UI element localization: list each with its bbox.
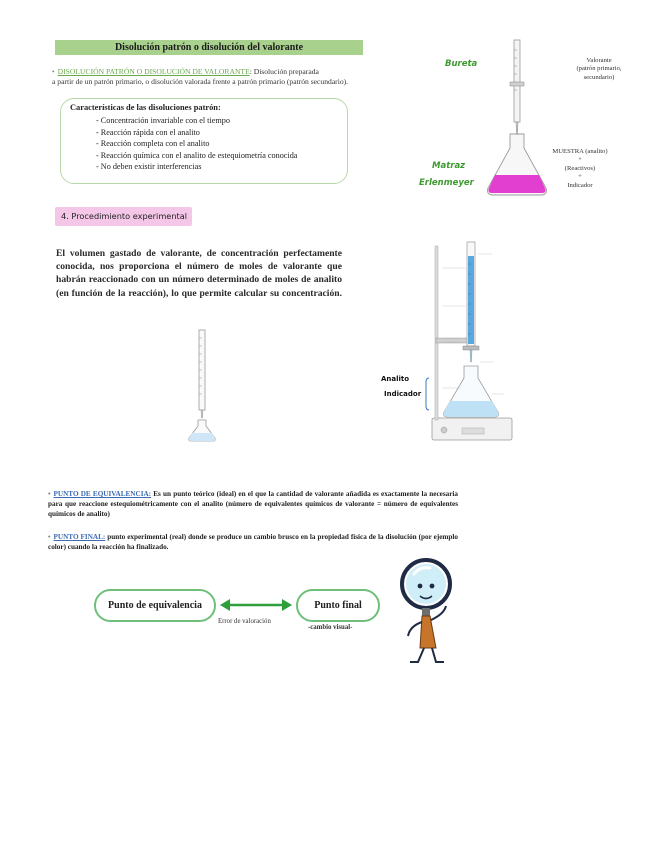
bullet-marker: • [48,533,51,541]
note-line: + [578,156,582,164]
analito-label: Analito [381,375,410,383]
erlenmeyer-label: Erlenmeyer [419,178,474,188]
definition-line-2: a partir de un patrón primario, o disolución valorada frente a patrón primario (patrón secundario). [52,77,349,86]
list-item: - Reacción rápida con el analito [96,127,297,139]
final-point-bullet [48,532,458,552]
final-point-pill: Punto final [296,589,380,622]
list-item: - Reacción química con el analito de estequiometría conocida [96,150,297,162]
small-burette-illustration [186,328,220,444]
bullet-text: punto experimental (real) donde se produce un cambio brusco en la propiedad física de la disolución (por ejemplo color) cuando la reacción ha finalizado. [48,533,458,551]
matraz-label: Matraz [432,161,466,171]
definition-line-1: : Disolución preparada [249,67,319,76]
note-line: + [578,173,582,181]
section-4-heading: 4. Procedimiento experimental [55,207,192,226]
bureta-label: Bureta [445,59,478,69]
titration-apparatus-illustration [422,238,522,446]
list-item: - Reacción completa con el analito [96,138,297,150]
muestra-note [540,148,620,190]
note-line: secundario) [583,73,615,81]
double-arrow-icon [220,597,292,613]
note-line: Valorante [586,57,612,64]
list-item: - No deben existir interferencias [96,161,297,173]
magnifier-character-icon [392,556,462,668]
error-label: Error de valoración [218,618,271,625]
characteristics-title: Características de las disoluciones patrón: [70,103,221,112]
characteristics-list [96,115,297,173]
valorante-note [563,57,635,82]
note-line: (Reactivos) [564,164,596,172]
note-line: Indicador [567,181,593,189]
note-line: (patrón primario, [576,65,622,73]
bullet-text: Es un punto teórico (ideal) en el que la cantidad de valorante añadida es exactamente la necesaria para que reaccione estequiométricamente con el analito (número de equivalentes químicos de valorante = número de equivalentes químicos de analito) [48,490,459,518]
bullet-term: PUNTO DE EQUIVALENCIA: [53,490,152,498]
bullet-term: PUNTO FINAL: [53,533,106,541]
bullet-marker: • [48,490,51,498]
indicador-label: Indicador [384,390,422,398]
list-item: - Concentración invariable con el tiempo [96,115,297,127]
equivalence-point-pill: Punto de equivalencia [94,589,216,622]
definition-term: DISOLUCIÓN PATRÓN O DISOLUCIÓN DE VALORANTE [57,67,250,76]
note-line: MUESTRA (analito) [552,148,608,155]
definition-text [52,67,382,87]
equivalence-point-bullet [48,489,458,519]
bullet-marker: • [52,67,55,76]
procedure-paragraph: El volumen gastado de valorante, de concentración perfectamente conocida, nos proporciona el número de moles de valorante que habrán reaccionado con un número determinado de moles de analito (en función de la reacción), lo que permite calcular su concentración. [56,248,342,299]
visual-change-label: -cambio visual- [308,624,353,631]
section-title: Disolución patrón o disolución del valorante [55,40,363,55]
